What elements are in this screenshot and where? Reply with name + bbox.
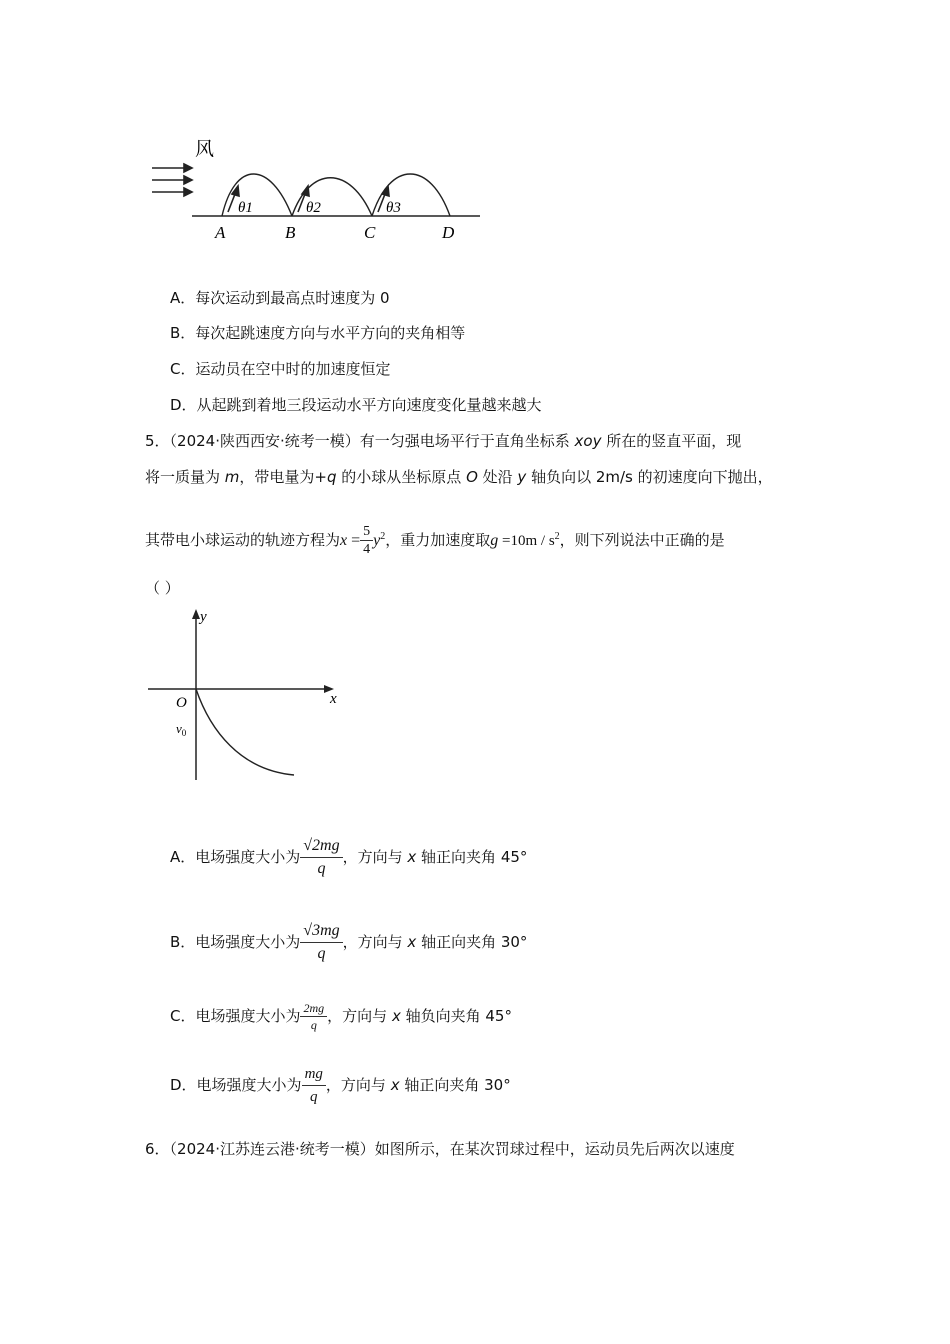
trajectory-axes-figure [140,605,350,785]
option-fraction [300,1000,327,1033]
fraction-numerator: mg [302,1063,326,1086]
wind-label: 风 [195,139,215,160]
y-axis-label: y [200,609,207,625]
q6-number: 6． [145,1140,170,1158]
option-text: 轴正向夹角 30° [416,933,528,951]
option-text: 轴负向夹角 45° [400,1007,512,1025]
g-value: =10m / s [498,533,555,549]
theta1-label: θ1 [238,200,253,216]
theta2-label: θ2 [306,200,321,216]
q5-text: 所在的竖直平面，现 [601,432,742,450]
option-text: ，方向与 [327,1007,392,1025]
y-axis-arrow [192,609,200,619]
q5-text: 轴负向以 2m/s 的初速度向下抛出， [526,468,773,486]
option-text: ，方向与 [342,933,408,951]
g-var: g [490,532,499,549]
q5-var-q: q [326,468,337,486]
option-axis: x [390,1076,400,1094]
fraction-numerator: 2mg [300,1000,327,1017]
q5-option-a [170,822,527,892]
q6-text: 如图所示，在某次罚球过程中，运动员先后两次以速度 [374,1140,735,1158]
q5-var-m: m [224,468,240,486]
option-fraction [302,1063,326,1108]
point-b-label: B [285,223,296,242]
q5-option-d [170,1050,511,1120]
point-c-label: C [364,223,376,242]
v-subscript: 0 [181,728,187,738]
q4-option-b: B．每次起跳速度方向与水平方向的夹角相等 [170,324,466,342]
q5-option-b [170,907,527,977]
q5-text: 其带电小球运动的轨迹方程为 [145,531,341,549]
option-axis: x [391,1007,401,1025]
trajectory-curve [196,689,294,775]
jump-trajectory-figure [140,130,500,250]
eq-x: x [340,532,348,549]
arc-paths [222,174,450,216]
eq-y: y [373,532,381,549]
q5-option-c [170,988,512,1044]
option-label: C．电场强度大小为 [170,1007,301,1025]
eq-equals: = [347,532,361,549]
point-d-label: D [442,223,455,242]
fraction-denominator: q [310,1018,317,1032]
g-exponent: 2 [554,531,560,542]
option-text: ，方向与 [325,1076,391,1094]
eq-numerator: 5 [360,523,373,541]
q5-var-xoy: xoy [574,432,602,450]
fraction-denominator: q [317,945,326,962]
option-text: 轴正向夹角 45° [416,848,528,866]
eq-exponent: 2 [380,531,386,542]
option-fraction [300,835,342,880]
fraction-numerator: √3mg [300,920,342,943]
q6-source: （2024·江苏连云港·统考一模） [169,1140,375,1158]
q5-text: ，带电量为+ [239,468,327,486]
q5-var-o: O [466,468,478,486]
theta3-label: θ3 [386,200,401,216]
origin-label: O [176,695,187,711]
eq-fraction [360,523,373,558]
q4-option-a: A．每次运动到最高点时速度为 0 [170,289,390,307]
q5-line2 [145,466,773,488]
option-axis: x [407,933,417,951]
q5-text: ，重力加速度取 [385,531,491,549]
q5-line1 [145,430,741,452]
q4-option-d: D．从起跳到着地三段运动水平方向速度变化量越来越大 [170,396,542,414]
q5-var-y: y [517,468,527,486]
point-a-label: A [215,223,226,242]
q5-text: ，则下列说法中正确的是 [559,531,725,549]
q5-number: 5． [145,432,170,450]
option-label: D．电场强度大小为 [170,1076,302,1094]
fraction-numerator: √2mg [300,835,342,858]
q5-text: 有一匀强电场平行于直角坐标系 [359,432,575,450]
fraction-denominator: q [317,860,326,877]
option-text: ，方向与 [342,848,408,866]
q5-text: 将一质量为 [145,468,225,486]
q5-text: 的小球从坐标原点 [336,468,467,486]
q6-line1 [145,1138,735,1160]
v0-label [176,721,187,738]
option-label: A．电场强度大小为 [170,848,301,866]
fraction-denominator: q [309,1089,318,1105]
q5-answer-blank: （ ） [145,579,180,597]
option-text: 轴正向夹角 30° [399,1076,511,1094]
x-axis-label: x [330,691,337,707]
option-fraction [300,920,342,965]
q5-source: （2024·陕西西安·统考一模） [169,432,360,450]
option-label: B．电场强度大小为 [170,933,301,951]
wind-arrows [152,164,192,196]
v-symbol: v [176,721,182,736]
option-axis: x [407,848,417,866]
q5-line3 [145,512,725,562]
q4-option-c: C．运动员在空中时的加速度恒定 [170,360,391,378]
eq-denominator: 4 [363,542,371,557]
q5-text: 处沿 [477,468,518,486]
